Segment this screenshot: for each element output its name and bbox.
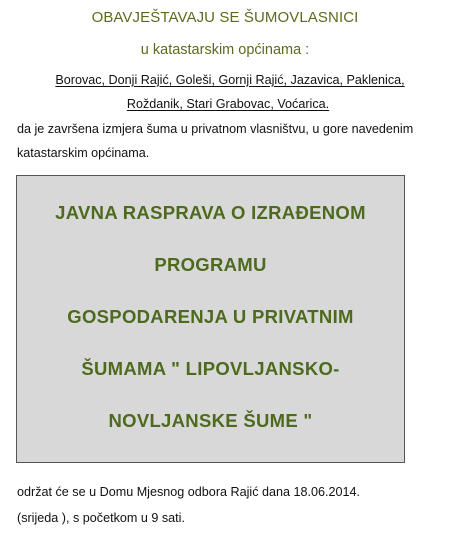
announcement-line-5: NOVLJANSKE ŠUME ": [108, 410, 313, 431]
announcement-line-2: PROGRAMU: [154, 254, 267, 275]
announcement-line-4: ŠUMAMA " LIPOVLJANSKO-: [81, 358, 340, 379]
announcement-line-3: GOSPODARENJA U PRIVATNIM: [67, 306, 354, 327]
announcement-line-1: JAVNA RASPRAVA O IZRAĐENOM: [55, 202, 366, 223]
places-line-1: [5, 68, 450, 92]
places-list-text: Roždanik, Stari Grabovac, Voćarica.: [126, 97, 330, 111]
notice-subtitle: u katastarskim općinama :: [140, 42, 310, 58]
meeting-details-line-2: (srijeda ), s početkom u 9 sati.: [17, 511, 185, 525]
meeting-details-line-1: održat će se u Domu Mjesnog odbora Rajić dana 18.06.2014.: [17, 485, 361, 499]
announcement-box: [16, 175, 405, 463]
places-line-2: [3, 92, 450, 116]
intro-paragraph: da je završena izmjera šuma u privatnom vlasništvu, u gore navedenim katastarskim općinama.: [17, 122, 414, 160]
places-list-text: Borovac, Donji Rajić, Goleši, Gornji Rajić, Jazavica, Paklenica,: [55, 73, 405, 87]
notice-title: OBAVJEŠTAVAJU SE ŠUMOVLASNICI: [91, 9, 359, 26]
